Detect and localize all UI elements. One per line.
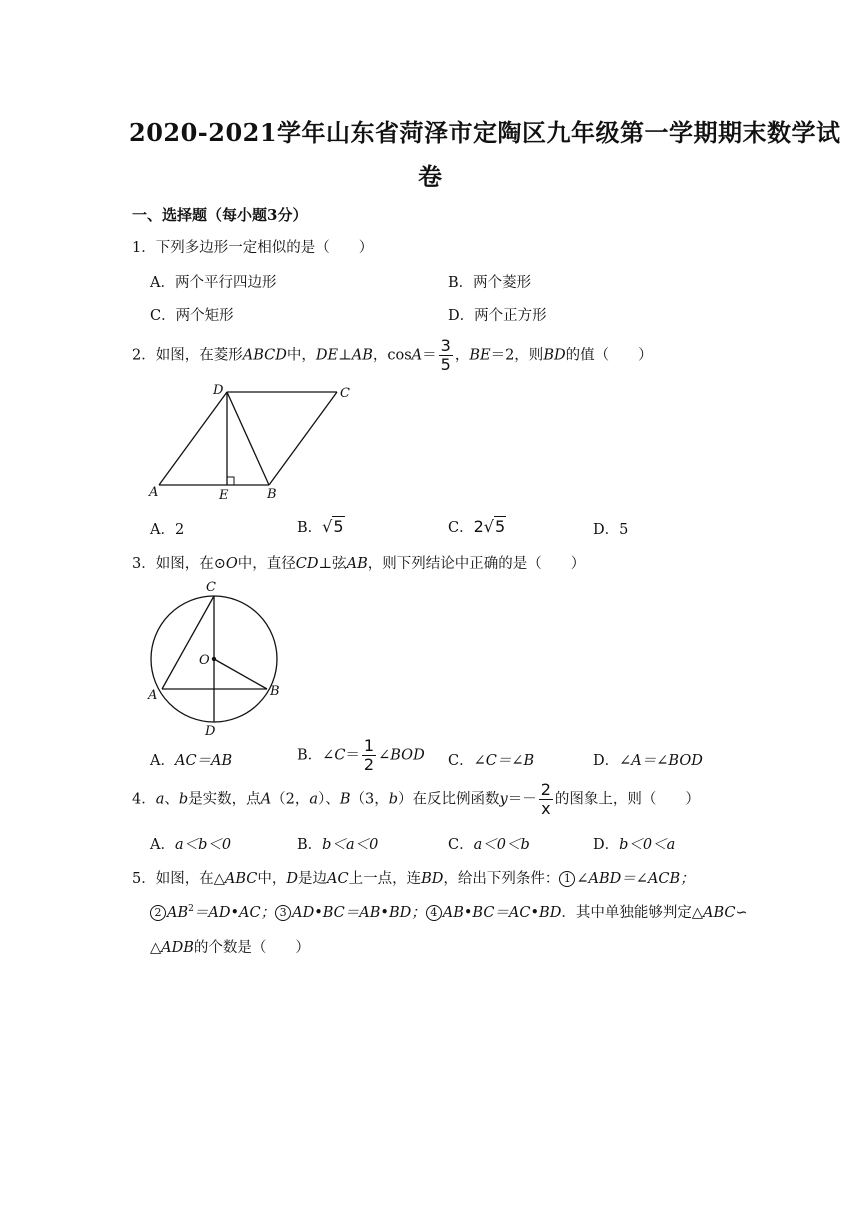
question-1-option-c: C．两个矩形 [150, 308, 234, 324]
question-3-option-c: C．∠C＝∠B [448, 753, 535, 769]
question-2-option-b: B．√5 [297, 517, 344, 536]
question-2-option-d: D．5 [593, 522, 629, 538]
circle-figure [143, 575, 293, 737]
doc-title-line1: 2020-2021学年山东省菏泽市定陶区九年级第一学期期末数学试 [129, 118, 841, 147]
rhombus-figure [145, 380, 365, 505]
circled-number-3: 3 [275, 905, 291, 921]
fraction-one-half: $\frac{1}{2}$ [363, 736, 375, 774]
label-e: E [219, 488, 229, 503]
question-1-stem: 1．下列多边形一定相似的是（ ） [132, 240, 374, 256]
circled-number-1: 1 [559, 871, 575, 887]
question-4-stem: 4．a、b是实数，点A（2，a）、B（3，b）在反比例函数y＝－ $\frac{2}{x}$ 的图象上，则（ ） [132, 780, 700, 818]
label-a: A [149, 485, 159, 500]
question-2-option-c: C．2√5 [448, 517, 506, 536]
segment-cb [269, 392, 337, 485]
question-5-line3: △ADB的个数是（ ） [150, 940, 310, 956]
section-heading: 一、选择题（每小题3分） [132, 206, 308, 224]
question-4-option-c: C．a＜0＜b [448, 837, 530, 853]
question-4-option-a: A．a＜b＜0 [150, 837, 232, 853]
label-c: C [206, 580, 216, 595]
label-d: D [213, 383, 224, 398]
question-4-option-b: B．b＜a＜0 [297, 837, 379, 853]
center-point [212, 657, 216, 661]
label-b: B [270, 684, 280, 699]
label-c: C [340, 386, 350, 401]
segment-db [227, 392, 269, 485]
question-4-option-d: D．b＜0＜a [593, 837, 676, 853]
question-5-line2: 2 $AB^2=AD•AC$； 3 AD•BC＝AB•BD； 4 AB•BC＝AC•BD．其中单独能够判定△ABC∽ [150, 901, 748, 922]
circled-number-4: 4 [426, 905, 442, 921]
label-a: A [148, 688, 158, 703]
question-1-option-d: D．两个正方形 [448, 308, 547, 324]
question-3-option-a: A．AC＝AB [150, 753, 233, 769]
circled-number-2: 2 [150, 905, 166, 921]
question-2-stem: 2．如图，在菱形ABCD中，DE⊥AB，cosA＝ $\frac{3}{5}$ ，BE＝2，则BD的值（ ） [132, 336, 653, 374]
two-sqrt-five: 2√5 [473, 517, 506, 536]
segment-ob [214, 659, 267, 689]
question-3-option-d: D．∠A＝∠BOD [593, 753, 703, 769]
fraction-two-over-x: $\frac{2}{x}$ [540, 780, 551, 818]
question-1-option-b: B．两个菱形 [448, 275, 532, 291]
right-angle-mark [227, 477, 234, 485]
question-2-option-a: A．2 [150, 522, 185, 538]
fraction-three-fifths: $\frac{3}{5}$ [440, 336, 451, 374]
segment-ad [159, 392, 227, 485]
label-o: O [199, 653, 210, 668]
question-5-line1: 5．如图，在△ABC中，D是边AC上一点，连BD，给出下列条件： 1 ∠ABD＝∠ACB； [132, 871, 695, 887]
question-3-option-b: B．∠C＝ $\frac{1}{2}$ ∠BOD [297, 736, 425, 774]
segment-ac [162, 596, 214, 689]
label-d: D [205, 724, 216, 737]
label-b: B [267, 487, 277, 502]
question-1-option-a: A．两个平行四边形 [150, 275, 277, 291]
doc-title-line2: 卷 [418, 162, 443, 191]
question-3-stem: 3．如图，在⊙O中，直径CD⊥弦AB，则下列结论中正确的是（ ） [132, 556, 586, 572]
sqrt-five: √5 [322, 517, 344, 536]
